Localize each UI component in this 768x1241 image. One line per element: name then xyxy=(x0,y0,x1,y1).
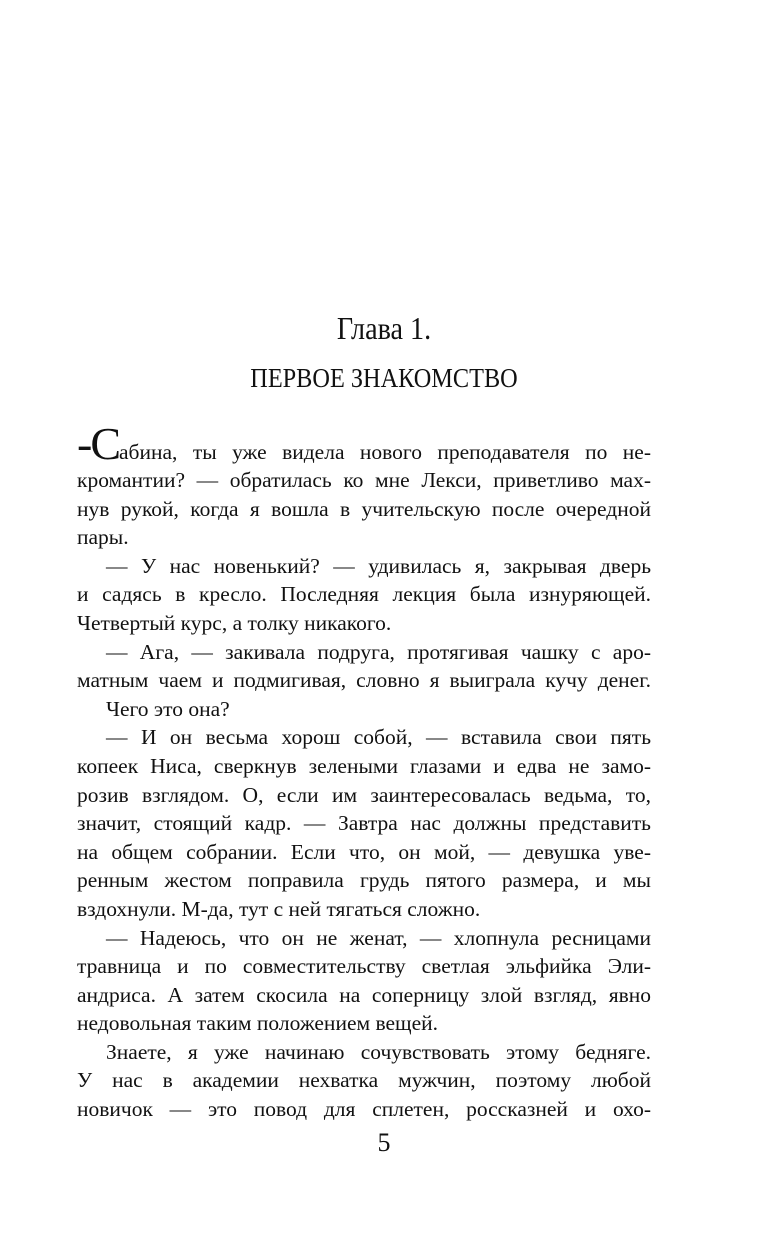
text-line: новичок — это повод для сплетен, россказней и охо- xyxy=(77,1097,651,1122)
text-line: нув рукой, когда я вошла в учительскую после очередной xyxy=(77,496,651,521)
chapter-subtitle: ПЕРВОЕ ЗНАКОМСТВО xyxy=(250,363,518,393)
text-line xyxy=(77,418,651,469)
text-line: Четвертый курс, а толку никакого. xyxy=(77,610,392,635)
text-line: — Надеюсь, что он не женат, — хлопнула ресницами xyxy=(106,925,651,950)
text-line: — Ага, — закивала подруга, протягивая чашку с аро- xyxy=(106,639,651,664)
text-line: — У нас новенький? — удивилась я, закрывая дверь xyxy=(106,553,651,578)
text-line: У нас в академии нехватка мужчин, поэтому любой xyxy=(77,1068,651,1093)
text-line: розив взглядом. О, если им заинтересовалась ведьма, то, xyxy=(77,782,651,807)
text-line: ренным жестом поправила грудь пятого размера, и мы xyxy=(77,868,651,893)
text-line: кромантии? — обратилась ко мне Лекси, приветливо мах- xyxy=(77,468,651,492)
text-line: на общем собрании. Если что, он мой, — девушка уве- xyxy=(77,839,651,864)
drop-cap: -С xyxy=(77,418,119,469)
text-line: и садясь в кресло. Последняя лекция была изнуряющей. xyxy=(77,582,651,607)
text-line: Чего это она? xyxy=(106,696,230,721)
page-number: 5 xyxy=(377,1128,391,1157)
text-line: — И он весьма хорош собой, — вставила свои пять xyxy=(106,725,651,750)
text-line: андриса. А затем скосила на соперницу злой взгляд, явно xyxy=(77,982,651,1007)
text-line: недовольная таким положением вещей. xyxy=(77,1011,439,1036)
text-line: травница и по совместительству светлая эльфийка Эли- xyxy=(77,954,651,979)
chapter-title: Глава 1. xyxy=(336,310,432,346)
text-line: значит, стоящий кадр. — Завтра нас должны представить xyxy=(77,811,651,836)
text-line: пары. xyxy=(77,525,129,550)
text-line: Знаете, я уже начинаю сочувствовать этому бедняге. xyxy=(106,1039,651,1064)
text-line: матным чаем и подмигивая, словно я выиграла кучу денег. xyxy=(77,668,651,693)
text-line-content: абина, ты уже видела нового преподавателя по не- xyxy=(119,440,651,464)
text-line: вздохнули. М-да, тут с ней тягаться сложно. xyxy=(77,896,481,921)
text-line: копеек Ниса, сверкнув зелеными глазами и едва не замо- xyxy=(77,753,651,778)
chapter-text xyxy=(77,418,651,1124)
